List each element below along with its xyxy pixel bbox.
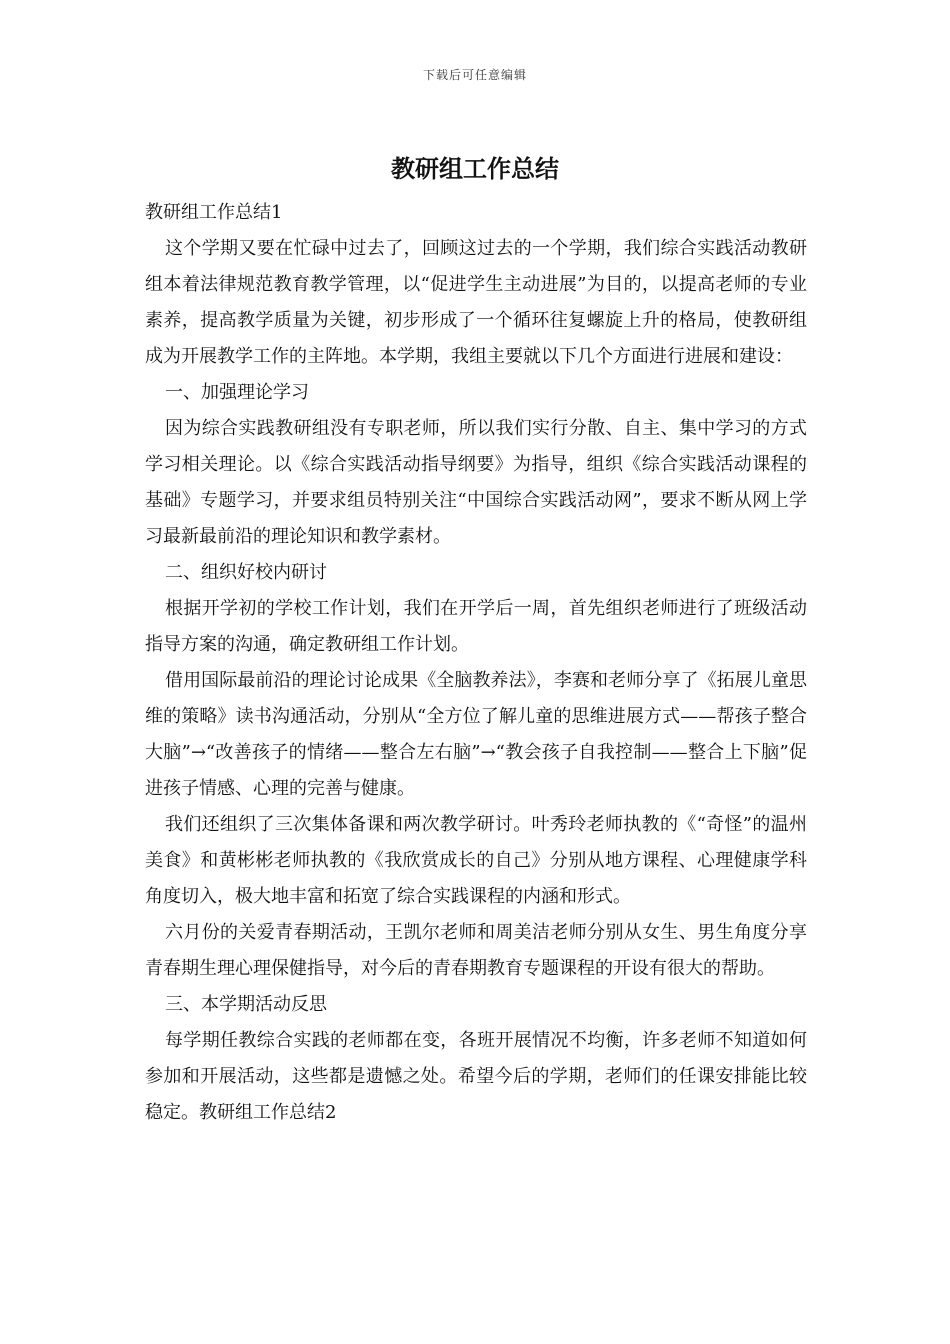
document-title: 教研组工作总结 [391,154,559,183]
body-paragraph: 借用国际最前沿的理论讨论成果《全脑教养法》，李赛和老师分享了《拓展儿童思维的策略》读书沟通活动，分别从“全方位了解儿童的思维进展方式——帮孩子整合大脑”→“改善孩子的情绪——整合左右脑”→“教会孩子自我控制——整合上下脑”促进孩子情感、心理的完善与健康。 [145,670,807,799]
section-heading: 一、加强理论学习 [165,382,309,403]
section-heading: 二、组织好校内研讨 [165,562,327,583]
body-paragraph: 我们还组织了三次集体备课和两次教学研讨。叶秀玲老师执教的《“奇怪”的温州美食》和黄彬彬老师执教的《我欣赏成长的自己》分别从地方课程、心理健康学科角度切入，极大地丰富和拓宽了综合实践课程的内涵和形式。 [145,814,807,907]
section-label: 教研组工作总结1 [145,202,283,223]
body-paragraph: 这个学期又要在忙碌中过去了，回顾这过去的一个学期，我们综合实践活动教研组本着法律规范教育教学管理，以“促进学生主动进展”为目的，以提高老师的专业素养，提高教学质量为关键，初步形成了一个循环往复螺旋上升的格局，使教研组成为开展教学工作的主阵地。本学期，我组主要就以下几个方面进行进展和建设： [145,238,807,367]
document-body [145,195,807,1131]
body-paragraph: 根据开学初的学校工作计划，我们在开学后一周，首先组织老师进行了班级活动指导方案的沟通，确定教研组工作计划。 [145,598,807,655]
body-paragraph: 每学期任教综合实践的老师都在变，各班开展情况不均衡，许多老师不知道如何参加和开展活动，这些都是遗憾之处。希望今后的学期，老师们的任课安排能比较稳定。教研组工作总结2 [145,1030,807,1123]
body-paragraph: 因为综合实践教研组没有专职老师，所以我们实行分散、自主、集中学习的方式学习相关理论。以《综合实践活动指导纲要》为指导，组织《综合实践活动课程的基础》专题学习，并要求组员特别关注“中国综合实践活动网”，要求不断从网上学习最新最前沿的理论知识和教学素材。 [145,418,807,547]
section-heading: 三、本学期活动反思 [165,994,327,1015]
header-note: 下载后可任意编辑 [422,68,527,82]
body-paragraph: 六月份的关爱青春期活动，王凯尔老师和周美洁老师分别从女生、男生角度分享青春期生理心理保健指导，对今后的青春期教育专题课程的开设有很大的帮助。 [145,922,807,979]
